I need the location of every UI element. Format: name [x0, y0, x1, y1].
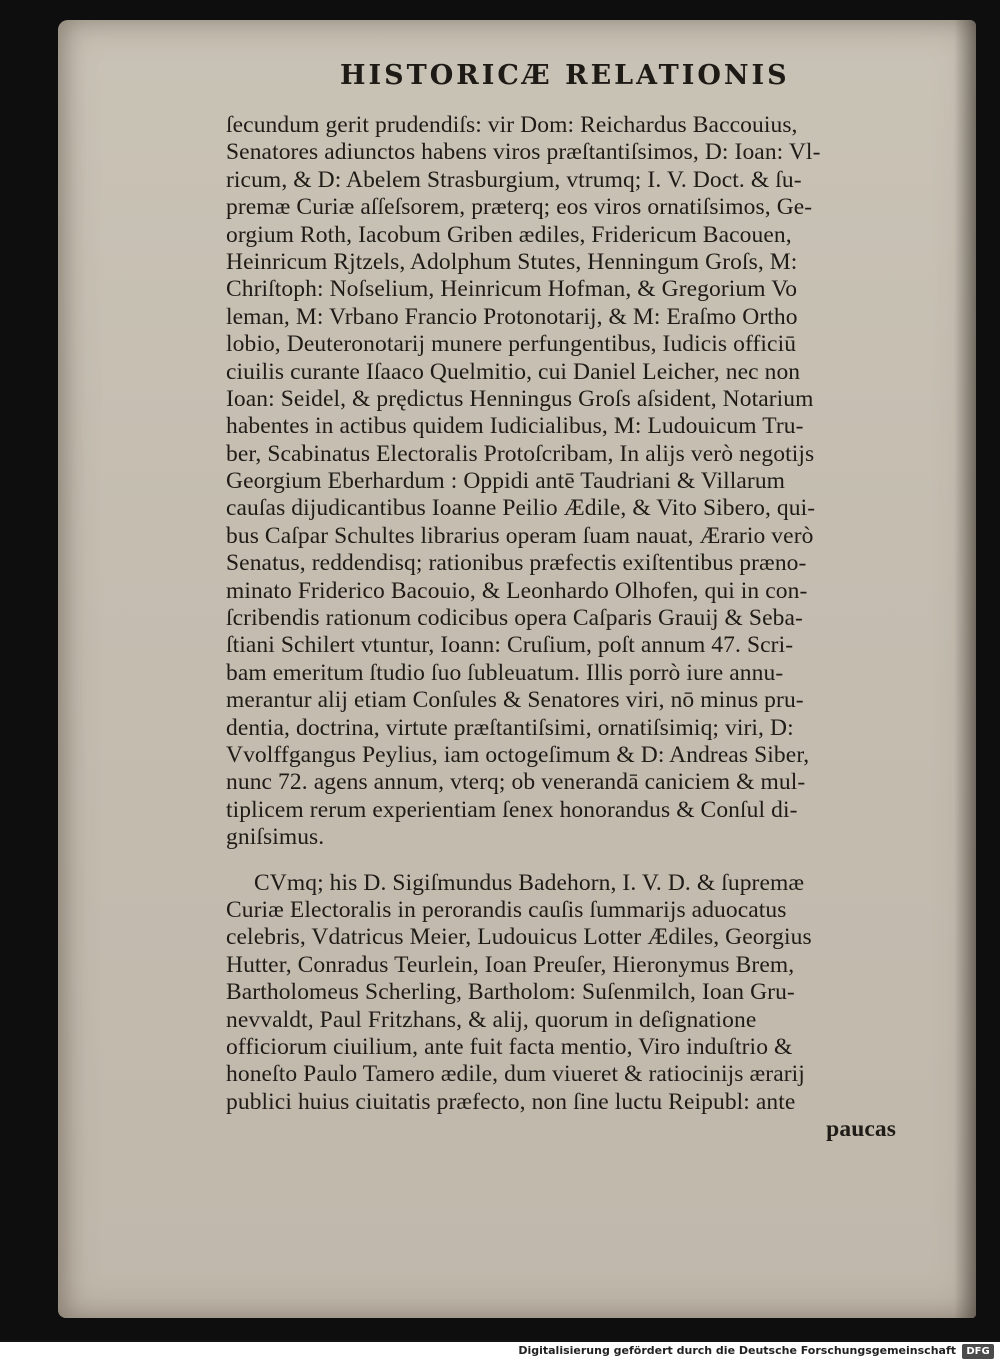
text-line: nunc 72. agens annum, vterq; ob venerandā caniciem & mul-: [226, 769, 806, 796]
text-line: premæ Curiæ aſſeſsorem, præterq; eos viros ornatiſsimos, Ge-: [226, 194, 813, 221]
text-line: dentia, doctrina, virtute præſtantiſsimi, ornatiſsimiq; viri, D:: [226, 714, 794, 741]
text-line: honeſto Paulo Tamero ædile, dum viueret & ratiocinijs ærarij: [226, 1061, 805, 1088]
funding-notice: Digitalisierung gefördert durch die Deutsche Forschungsgemeinschaft: [518, 1344, 956, 1357]
text-line: merantur alij etiam Conſules & Senatores viri, nō minus pru-: [226, 687, 804, 714]
text-line: Hutter, Conradus Teurlein, Ioan Preuſer, Hieronymus Brem,: [226, 951, 795, 978]
text-line: Vvolffgangus Peylius, iam octogeſimum & D: Andreas Siber,: [226, 741, 810, 768]
text-line: leman, M: Vrbano Francio Protonotarij, & M: Eraſmo Ortho: [226, 303, 798, 330]
text-line: ſcribendis rationum codicibus opera Caſparis Grauij & Seba-: [226, 605, 803, 632]
text-line: nevvaldt, Paul Fritzhans, & alij, quorum in deſignatione: [226, 1006, 757, 1033]
text-line: tiplicem rerum experientiam ſenex honorandus & Conſul di-: [226, 796, 798, 823]
text-line: ber, Scabinatus Electoralis Protoſcribam, In alijs verò negotijs: [226, 440, 815, 467]
dfg-logo: DFG: [962, 1344, 994, 1359]
text-line: cauſas dijudicantibus Ioanne Peilio Ædile, & Vito Sibero, qui-: [226, 495, 816, 522]
text-line: Senatores adiunctos habens viros præſtantiſsimos, D: Ioan: Vl-: [226, 139, 821, 166]
text-line: orgium Roth, Iacobum Griben ædiles, Fridericum Bacouen,: [226, 221, 792, 248]
text-line: Bartholomeus Scherling, Bartholom: Suſenmilch, Ioan Gru-: [226, 979, 795, 1006]
text-line: bam emeritum ſtudio ſuo ſubleuatum. Illis porrò iure annu-: [226, 659, 784, 686]
text-line: Georgium Eberhardum : Oppidi antē Taudriani & Villarum: [226, 468, 786, 495]
text-line: ciuilis curante Iſaaco Quelmitio, cui Daniel Leicher, nec non: [226, 358, 801, 385]
page-edge-shadow: [954, 20, 976, 1318]
text-line: ſecundum gerit prudendiſs: vir Dom: Reichardus Baccouius,: [226, 112, 798, 138]
text-line: Curiæ Electoralis in perorandis cauſis ſummarijs aduocatus: [226, 896, 787, 923]
text-line: CVmq; his D. Sigiſmundus Badehorn, I. V. D. & ſupremæ: [254, 869, 805, 896]
text-line: lobio, Deuteronotarij munere perfungentibus, Iudicis officiū: [226, 331, 797, 358]
text-line: celebris, Vdatricus Meier, Ludouicus Lotter Ædiles, Georgius: [226, 924, 812, 951]
text-line: gniſsimus.: [226, 824, 325, 851]
text-line: Senatus, reddendisq; rationibus præfectis exiſtentibus præno-: [226, 550, 807, 577]
catchword: paucas: [826, 1116, 896, 1143]
text-line: officiorum ciuilium, ante fuit facta mentio, Viro induſtrio &: [226, 1033, 793, 1060]
text-line: Heinricum Rjtzels, Adolphum Stutes, Henningum Groſs, M:: [226, 248, 798, 275]
text-line: bus Caſpar Schultes librarius operam ſuam nauat, Ærario verò: [226, 522, 814, 549]
running-head: HISTORICÆ RELATIONIS: [340, 60, 790, 91]
body-text: [226, 112, 926, 1143]
text-line: Ioan: Seidel, & prędictus Henningus Groſs aſsident, Notarium: [226, 385, 814, 412]
text-line: minato Friderico Bacouio, & Leonhardo Olhofen, qui in con-: [226, 577, 808, 604]
text-line: ſtiani Schilert vtuntur, Ioann: Cruſium, poſt annum 47. Scri-: [226, 632, 794, 659]
text-line: habentes in actibus quidem Iudicialibus, M: Ludouicum Tru-: [226, 413, 804, 440]
text-line: Chriſtoph: Noſselium, Heinricum Hofman, & Gregorium Vo: [226, 276, 798, 303]
text-line: publici huius ciuitatis præfecto, non ſine luctu Reipubl: ante: [226, 1088, 796, 1115]
footer-bar: [0, 1342, 1000, 1362]
text-line: ricum, & D: Abelem Strasburgium, vtrumq; I. V. Doct. & ſu-: [226, 166, 802, 193]
